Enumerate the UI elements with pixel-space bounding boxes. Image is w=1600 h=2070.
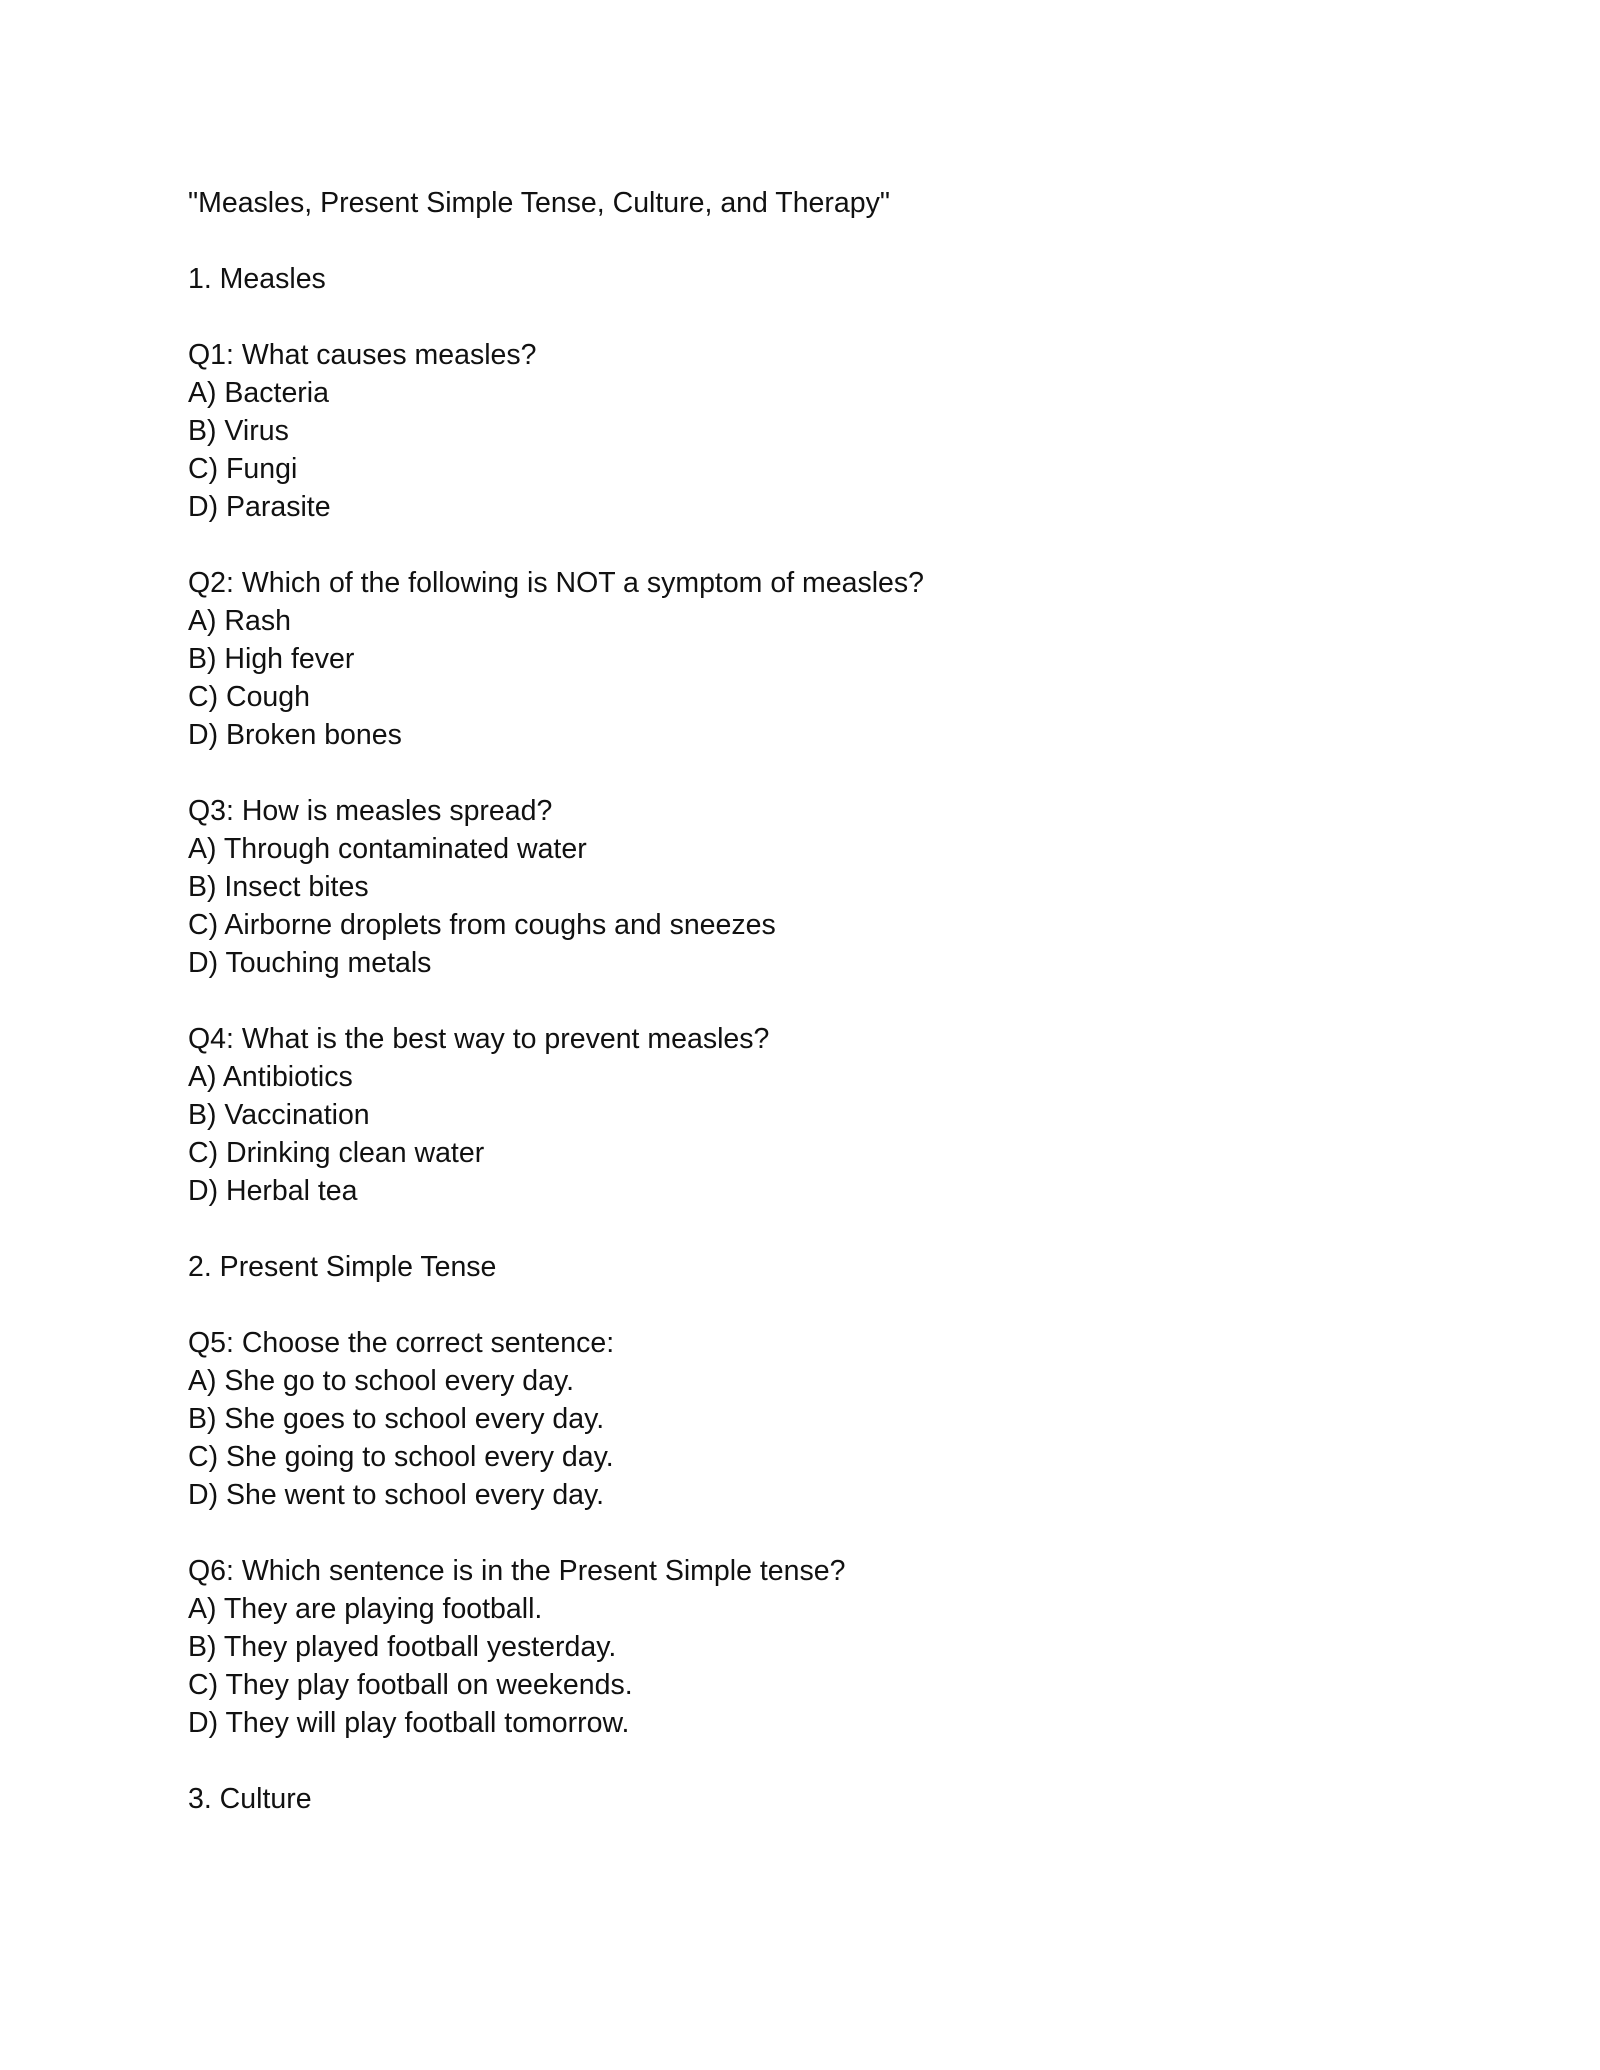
question-block: [188, 1324, 1488, 1514]
answer-option: C) Cough: [188, 681, 310, 713]
section-heading: 1. Measles: [188, 263, 326, 295]
spacer: [188, 222, 1488, 260]
question-block: [188, 336, 1488, 526]
answer-option: B) Virus: [188, 415, 289, 447]
answer-option: D) She went to school every day.: [188, 1479, 605, 1511]
answer-option: D) Touching metals: [188, 947, 432, 979]
question-block: [188, 792, 1488, 982]
answer-option: B) Vaccination: [188, 1099, 370, 1131]
question-text: Q1: What causes measles?: [188, 339, 537, 371]
section-heading: 3. Culture: [188, 1783, 312, 1815]
section-heading: 2. Present Simple Tense: [188, 1251, 497, 1283]
document-title: "Measles, Present Simple Tense, Culture, and Therapy": [188, 187, 890, 219]
answer-option: A) Antibiotics: [188, 1061, 353, 1093]
document-page: [188, 184, 1488, 1818]
question-block: [188, 1552, 1488, 1742]
spacer: [188, 1742, 1488, 1780]
answer-option: C) Drinking clean water: [188, 1137, 485, 1169]
spacer: [188, 298, 1488, 336]
spacer: [188, 754, 1488, 792]
spacer: [188, 1286, 1488, 1324]
answer-option: B) They played football yesterday.: [188, 1631, 617, 1663]
question-text: Q2: Which of the following is NOT a symptom of measles?: [188, 567, 925, 599]
answer-option: A) Rash: [188, 605, 291, 637]
answer-option: D) They will play football tomorrow.: [188, 1707, 630, 1739]
question-text: Q6: Which sentence is in the Present Simple tense?: [188, 1555, 846, 1587]
answer-option: D) Herbal tea: [188, 1175, 358, 1207]
question-text: Q3: How is measles spread?: [188, 795, 553, 827]
answer-option: C) Fungi: [188, 453, 298, 485]
spacer: [188, 982, 1488, 1020]
answer-option: B) She goes to school every day.: [188, 1403, 605, 1435]
answer-option: B) Insect bites: [188, 871, 369, 903]
answer-option: B) High fever: [188, 643, 355, 675]
question-block: [188, 1020, 1488, 1210]
answer-option: C) She going to school every day.: [188, 1441, 614, 1473]
answer-option: A) Bacteria: [188, 377, 329, 409]
question-block: [188, 564, 1488, 754]
answer-option: A) They are playing football.: [188, 1593, 543, 1625]
answer-option: C) Airborne droplets from coughs and sneezes: [188, 909, 776, 941]
question-text: Q5: Choose the correct sentence:: [188, 1327, 615, 1359]
spacer: [188, 1514, 1488, 1552]
answer-option: D) Broken bones: [188, 719, 402, 751]
answer-option: C) They play football on weekends.: [188, 1669, 633, 1701]
answer-option: A) She go to school every day.: [188, 1365, 575, 1397]
question-text: Q4: What is the best way to prevent measles?: [188, 1023, 770, 1055]
answer-option: D) Parasite: [188, 491, 331, 523]
spacer: [188, 526, 1488, 564]
spacer: [188, 1210, 1488, 1248]
answer-option: A) Through contaminated water: [188, 833, 587, 865]
